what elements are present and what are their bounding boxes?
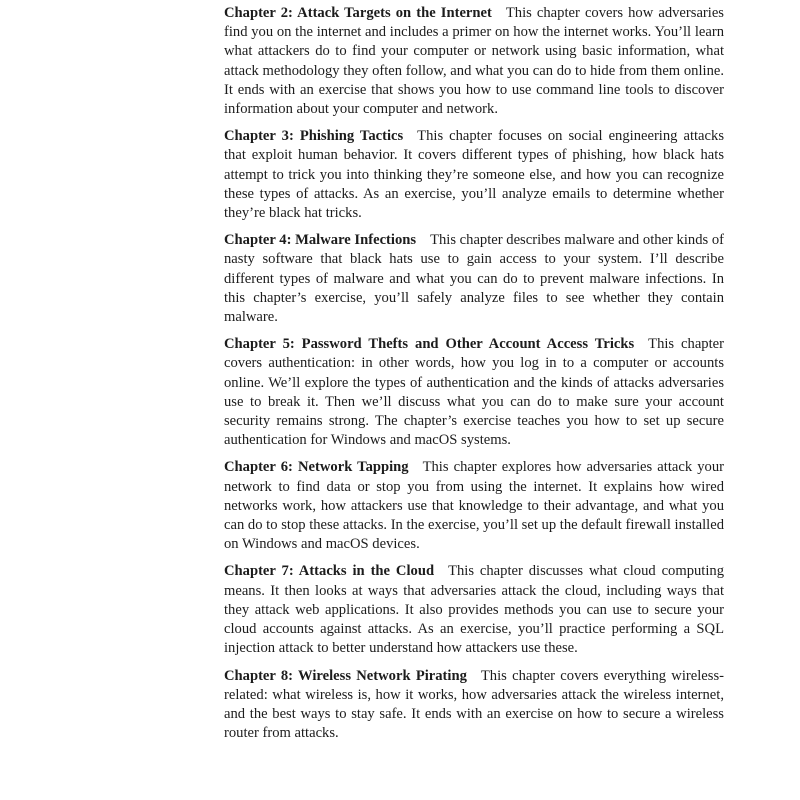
chapter-8-title: Chapter 8: Wireless Network Pirating <box>224 667 467 684</box>
chapter-7-entry <box>224 562 724 658</box>
chapter-4-entry <box>224 231 724 327</box>
chapter-3-entry <box>224 127 724 223</box>
chapter-3-description: This chapter focuses on social engineering attacks that exploit human behavior. It covers different types of phishing, how black hats attempt to trick you into thinking they’re someone else, and how you can recognize these types of attacks. As an exercise, you’ll analyze emails to determine whether they’re black hat tricks. <box>224 128 724 222</box>
chapter-6-description: This chapter explores how adversaries attack your network to find data or stop you from using the internet. It explains how wired networks work, how attackers use that knowledge to their advantage, and what you can do to stop these attacks. In the exercise, you’ll set up the default firewall installed on Windows and macOS devices. <box>224 459 724 553</box>
chapter-2-title: Chapter 2: Attack Targets on the Internet <box>224 5 492 21</box>
chapter-list <box>224 4 724 751</box>
chapter-7-title: Chapter 7: Attacks in the Cloud <box>224 563 435 580</box>
chapter-2-entry <box>224 4 724 119</box>
chapter-6-entry <box>224 458 724 554</box>
chapter-4-description: This chapter describes malware and other kinds of nasty software that black hats use to gain access to your system. I’ll describe different types of malware and what you can do to prevent malware infections. In this chapter’s exercise, you’ll safely analyze files to see whether they contain malware. <box>224 232 724 326</box>
chapter-8-description: This chapter covers everything wireless-related: what wireless is, how it works, how adversaries attack the wireless internet, and the best ways to stay safe. It ends with an exercise on how to secure a wireless router from attacks. <box>224 667 724 742</box>
chapter-3-title: Chapter 3: Phishing Tactics <box>224 128 404 145</box>
chapter-2-description: This chapter covers how adversaries find you on the internet and includes a primer on how the internet works. You’ll learn what attackers do to find your computer or network using basic information, what attack methodology they often follow, and what you can do to hide from them online. It ends with an exercise that shows you how to use command line tools to discover information about your computer and network. <box>224 5 724 118</box>
chapter-5-entry <box>224 335 724 450</box>
chapter-7-description: This chapter discusses what cloud computing means. It then looks at ways that adversaries attack the cloud, including ways that they attack web applications. It also provides methods you can use to secure your cloud accounts against attacks. As an exercise, you’ll practice performing a SQL injection attack to better understand how attackers use these. <box>224 563 724 657</box>
chapter-5-description: This chapter covers authentication: in other words, how you log in to a computer or accounts online. We’ll explore the types of authentication and the kinds of attacks adversaries use to break it. Then we’ll discuss what you can do to make sure your account security remains strong. The chapter’s exercise teaches you how to set up secure authentication for Windows and macOS systems. <box>224 336 724 449</box>
chapter-5-title: Chapter 5: Password Thefts and Other Account Access Tricks <box>224 336 635 353</box>
chapter-8-entry <box>224 667 724 744</box>
chapter-6-title: Chapter 6: Network Tapping <box>224 459 409 476</box>
chapter-4-title: Chapter 4: Malware Infections <box>224 232 417 249</box>
